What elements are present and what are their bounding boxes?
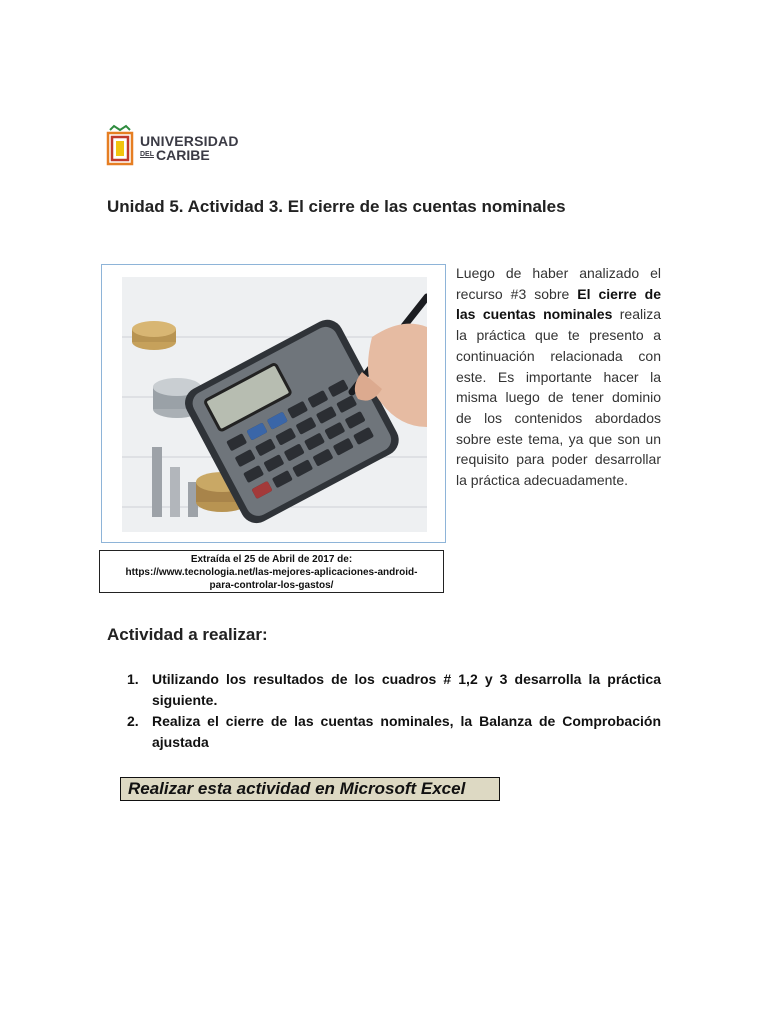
calculator-illustration: [122, 277, 427, 532]
university-crest-icon: [106, 124, 134, 166]
caption-line-2: https://www.tecnologia.net/las-mejores-aplicaciones-android-: [125, 567, 418, 578]
intro-text-part-1: Luego de haber analizado el recurso #3 sobre: [456, 265, 661, 302]
task-text: Utilizando los resultados de los cuadros # 1,2 y 3 desarrolla la práctica siguiente.: [152, 671, 661, 708]
task-list: [127, 669, 661, 753]
caption-line-3: para-controlar-los-gastos/: [209, 580, 334, 591]
page-title: Unidad 5. Actividad 3. El cierre de las cuentas nominales: [107, 197, 566, 216]
logo-line-2-small: DEL: [140, 151, 154, 158]
excel-instruction-box: Realizar esta actividad en Microsoft Excel: [120, 777, 500, 801]
caption-line-1: Extraída el 25 de Abril de 2017 de:: [190, 554, 353, 565]
logo-line-1: UNIVERSIDAD: [140, 133, 239, 149]
task-number: 1.: [127, 671, 139, 687]
intro-paragraph: [456, 263, 661, 491]
logo-line-2: CARIBE: [156, 147, 210, 163]
list-item: [127, 669, 661, 711]
intro-text-part-2: realiza la práctica que te presento a continuación relacionada con este. Es importante hacer la misma luego de tener dominio de los contenidos abordados sobre este tema, ya que son un requisito para poder desarrollar la práctica adecuadamente.: [456, 306, 661, 489]
university-logo: [106, 124, 246, 166]
activity-heading: Actividad a realizar:: [107, 625, 268, 644]
image-caption: [99, 550, 444, 593]
task-number: 2.: [127, 713, 139, 729]
intro-bold-topic: El cierre de las cuentas nominales: [456, 285, 661, 323]
list-item: [127, 711, 661, 753]
task-text: Realiza el cierre de las cuentas nominales, la Balanza de Comprobación ajustada: [152, 713, 661, 750]
logo-wordmark: [140, 134, 239, 162]
calculator-photo: [101, 264, 446, 543]
